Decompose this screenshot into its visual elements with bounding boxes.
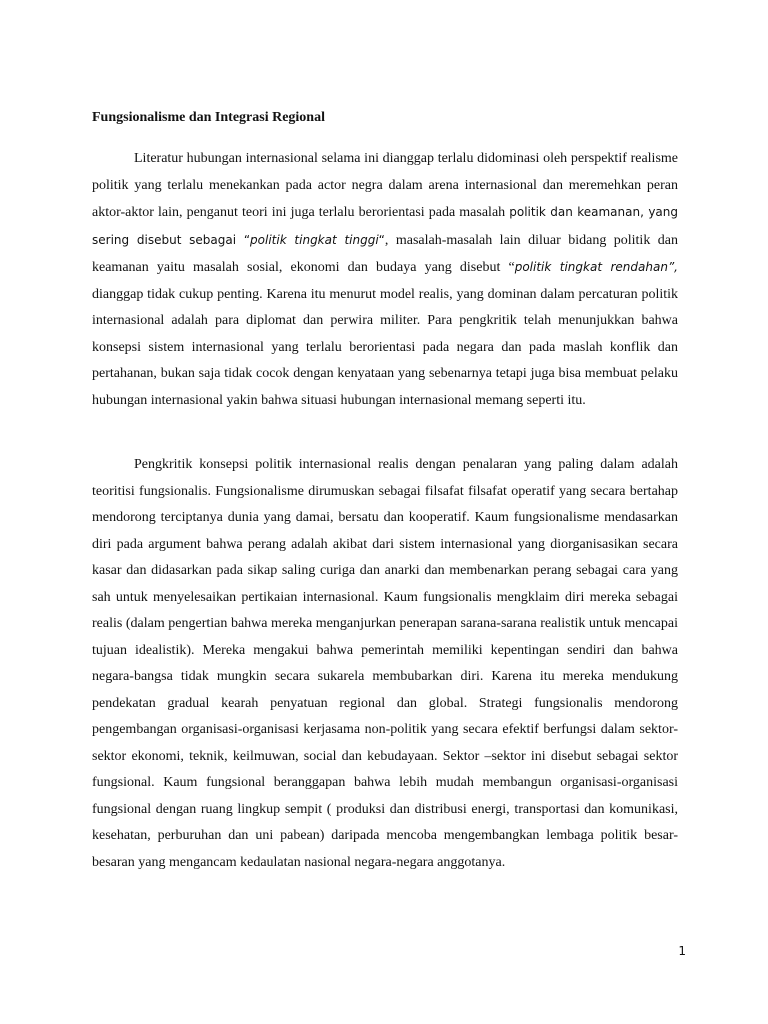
paragraph-1-text-d: dianggap tidak cukup penting. Karena itu menurut model realis, yang dominan dalam percaturan politik internasional adalah para diplomat dan perwira militer. Para pengkritik telah menunjukkan bahwa konsepsi sistem internasional yang terlalu berorientasi pada negara dan pada maslah konflik dan pertahanan, bukan saja tidak cocok dengan kenyataan yang sebenarnya tetapi juga bisa membuat pelaku hubungan internasional yakin bahwa situasi hubungan internasional memang seperti itu.	[92, 286, 678, 408]
document-title: Fungsionalisme dan Integrasi Regional	[92, 110, 325, 125]
closing-quote: “	[378, 232, 385, 247]
term-politik-tingkat-rendahan: politik tingkat rendahan”,	[514, 260, 678, 274]
paragraph-1-text-a: Literatur hubungan internasional selama ini dianggap terlalu didominasi oleh perspektif realisme politik yang terlalu menekankan pada actor negra dalam arena internasional dan meremehkan peran aktor-aktor lain, penganut teori ini juga terlalu berorientasi pada masalah	[92, 151, 678, 220]
paragraph-2-text: Pengkritik konsepsi politik internasional realis dengan penalaran yang paling dalam adalah teoritisi fungsionalis. Fungsionalisme dirumuskan sebagai filsafat filsafat operatif yang secara bertahap mendorong terciptanya dunia yang damai, bersatu dan kooperatif. Kaum fungsionalisme mendasarkan diri pada argument bahwa perang adalah akibat dari sistem internasional yang diorganisasikan secara kasar dan didasarkan pada sikap saling curiga dan anarki dan membenarkan perang sebagai cara yang sah untuk menyelesaikan pertikaian internasional. Kaum fungsionalis mengklaim diri mereka sebagai realis (dalam pengertian bahwa mereka menganjurkan penerapan sarana-sarana realistik untuk mencapai tujuan idealistik). Mereka mengakui bahwa pemerintah memiliki kepentingan sendiri dan bahwa negara-bangsa tidak mungkin secara sukarela membubarkan diri. Karena itu mereka mendukung pendekatan gradual kearah penyatuan regional dan global. Strategi fungsionalis mendorong pengembangan organisasi-organisasi kerjasama non-politik yang secara efektif berfungsi dalam sektor-sektor ekonomi, teknik, keilmuwan, social dan kebudayaan. Sektor –sektor ini disebut sebagai sektor fungsional. Kaum fungsional beranggapan bahwa lebih mudah membangun organisasi-organisasi fungsional dengan ruang lingkup sempit ( produksi dan distribusi energi, transportasi dan komunikasi, kesehatan, perburuhan dan uni pabean) daripada mencoba mengembangkan lembaga politik besar-besaran yang mengancam kedaulatan nasional negara-negara anggotanya.	[92, 457, 678, 870]
paragraph-1-text-c: , masalah-masalah lain diluar bidang politik dan keamanan yaitu masalah sosial, ekonomi dan budaya yang disebut “	[92, 232, 678, 275]
page-number: 1	[678, 944, 686, 958]
term-politik-tingkat-tinggi: politik tingkat tinggi	[250, 232, 379, 247]
paragraph-1	[92, 146, 678, 414]
paragraph-1-text-b: politik dan keamanan, yang sering disebut sebagai “	[92, 205, 678, 247]
paragraph-2	[92, 452, 678, 876]
